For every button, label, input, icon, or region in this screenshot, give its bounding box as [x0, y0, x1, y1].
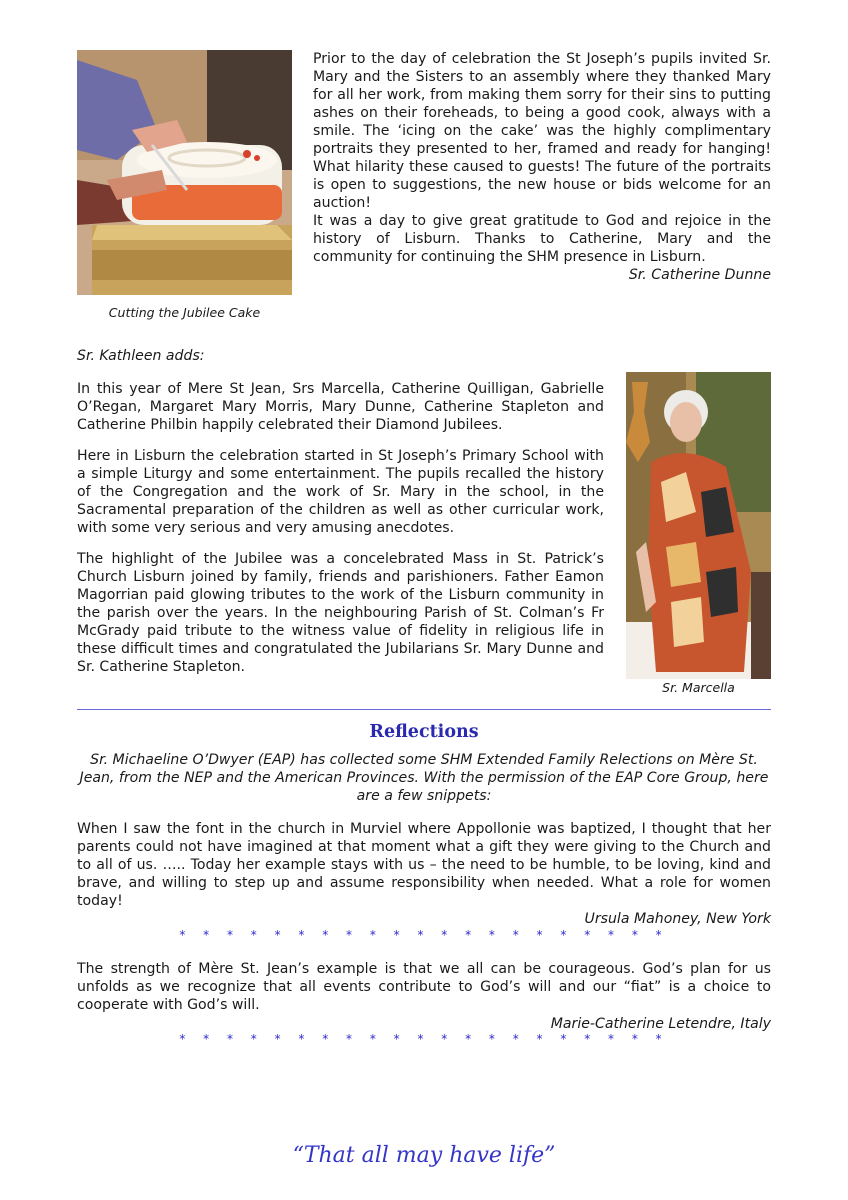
- reflection-quote: The strength of Mère St. Jean’s example is that we all can be courageous. God’s plan for us unfolds as we recognize that all events contribute to God’s will and our “fiat” is a choice to cooperate with God’s will.: [77, 961, 771, 1013]
- celebration-article: [313, 50, 771, 284]
- article-paragraph: It was a day to give great gratitude to God and rejoice in the history of Lisburn. Thanks to Catherine, Mary and the community for continuing the SHM presence in Lisburn.: [313, 213, 771, 265]
- reflection-author: Ursula Mahoney, New York: [584, 911, 771, 927]
- footer-motto: “That all may have life”: [292, 1143, 556, 1168]
- jubilee-cake-photo: [77, 50, 292, 295]
- cake-photo-caption: Cutting the Jubilee Cake: [108, 305, 261, 320]
- section-divider: [77, 709, 771, 710]
- marcella-photo-caption: Sr. Marcella: [662, 680, 735, 695]
- kathleen-article: [77, 380, 604, 689]
- cake-illustration: [77, 50, 292, 295]
- kathleen-paragraph: In this year of Mere St Jean, Srs Marcella, Catherine Quilligan, Gabrielle O’Regan, Margaret Mary Morris, Mary Dunne, Catherine Stapleton and Catherine Philbin happily celebrated their Diamond Jubilees.: [77, 381, 604, 433]
- kathleen-paragraph: The highlight of the Jubilee was a concelebrated Mass in St. Patrick’s Church Lisburn joined by family, friends and parishioners. Father Eamon Magorrian paid glowing tributes to the work of the Lisburn community in the parish over the years. In the neighbouring Parish of St. Colman’s Fr McGrady paid tribute to the witness value of fidelity in religious life in these difficult times and congratulated the Jubilarians Sr. Mary Dunne and Sr. Catherine Stapleton.: [77, 551, 604, 675]
- reflection-quote: When I saw the font in the church in Murviel where Appollonie was baptized, I thought that her parents could not have imagined at that moment what a gift they were giving to the Church and to all of us. ….. Today her example stays with us – the need to be humble, to be loving, kind and brave, and willing to step up and assume responsibility when needed. What a role for women today!: [77, 821, 771, 909]
- star-separator: * * * * * * * * * * * * * * * * * * * * *: [179, 928, 669, 942]
- sr-marcella-photo: [626, 372, 771, 679]
- article-signature: Sr. Catherine Dunne: [628, 267, 771, 283]
- kathleen-paragraph: Here in Lisburn the celebration started in St Joseph’s Primary School with a simple Liturgy and some entertainment. The pupils recalled the history of the Congregation and the work of Sr. Mary in the school, in the Sacramental preparation of the children as well as other curricular work, with some very serious and very amusing anecdotes.: [77, 448, 604, 536]
- reflections-heading: Reflections: [369, 722, 479, 742]
- marcella-illustration: [626, 372, 771, 679]
- article-paragraph: Prior to the day of celebration the St Joseph’s pupils invited Sr. Mary and the Sisters to an assembly where they thanked Mary for all her work, from making them sorry for their sins to putting ashes on their foreheads, to being a good cook, always with a smile. The ‘icing on the cake’ was the highly complimentary portraits they presented to her, framed and ready for hanging! What hilarity these caused to guests! The future of the portraits is open to suggestions, the new house or bids welcome for an auction!: [313, 51, 771, 211]
- reflection-author: Marie-Catherine Letendre, Italy: [550, 1016, 771, 1032]
- reflections-intro: Sr. Michaeline O’Dwyer (EAP) has collected some SHM Extended Family Relections on Mère St. Jean, from the NEP and the American Provinces. With the permission of the EAP Core Group, here are a few snippets:: [79, 752, 769, 804]
- star-separator: * * * * * * * * * * * * * * * * * * * * *: [179, 1032, 669, 1046]
- kathleen-intro: Sr. Kathleen adds:: [77, 348, 205, 364]
